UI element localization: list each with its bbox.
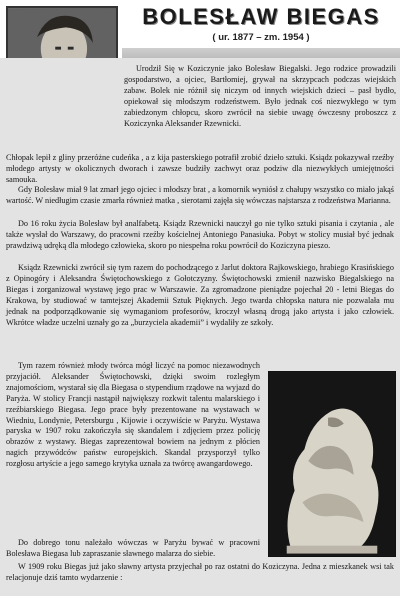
paragraph-krakow: Ksiądz Rzewnicki zwrócił się tym razem do pochodzącego z Jarlut doktora Rajkowskiego, hrabiego Krasińskiego z Opinogóry i Aleksandra Świętochowskiego z Gołotczyzny. Świętochowski zmienił nazwisko Biegalskiego na Biegas i zorganizował wystawę jego prac w Warszawie. Za zgromadzone pieniądze pojechał 20 - letni Biegas do Krakowa, by studiować w tamtejszej Akademii Sztuk Pięknych. Jego twarda chłopska natura nie pozwalała mu jednak na podporządkowanie się wymaganiom profesorów, kroczył własną drogą jako artysta i jako człowiek. Wkrótce władze uczelni uznały go za „burzyciela akademii” i wydaliły ze szkoły. <box>6 263 394 327</box>
paragraph-education: Do 16 roku życia Bolesław był analfabetą. Ksiądz Rzewnicki nauczył go nie tylko sztuki pisania i czytania , ale także wysłał do Warszawy, do pracowni rzeźby kościelnej Antoniego Panasiuka. Pobyt w stolicy musiał być jednak prawdziwą udręką dla młodego człowieka, skoro po niespełna roku powrócił do Koziczyna pieszo. <box>6 219 394 250</box>
sculpture-photo <box>268 371 396 557</box>
paragraph-birth: Urodził Się w Koziczynie jako Bolesław Biegalski. Jego rodzice prowadzili gospodarstwo, a ojciec, Bartłomiej, grywał na skrzypcach podczas wiejskich zabaw. Bolek nie różnił się niczym od innych wiejskich dzieci – pasł bydło, opiekował się młodszym rodzeństwem. Było jednak coś niezwykłego w tym zabiedzonym chłopcu, skoro zwrócił na siebie uwagę ówczesny proboszcz z Koziczynka Aleksander Rzewnicki. <box>124 64 396 128</box>
paragraph-clay: Chłopak lepił z gliny przeróżne cudeńka , a z kija pasterskiego potrafił zrobić dzieło sztuki. Ksiądz pokazywał rzeźby młodego artysty w okolicznych dworach i zawsze budziły zachwyt oraz podziw dla niezwykłych umiejętności samouka. <box>6 153 394 184</box>
paragraph-studio: Do dobrego tonu należało wówczas w Paryżu bywać w pracowni Bolesława Biegasa lub zapraszanie sławnego malarza do siebie. <box>6 538 260 558</box>
paragraph-orphan: Gdy Bolesław miał 9 lat zmarł jego ojciec i młodszy brat , a komornik wyniósł z chałupy wszystko co miało jakąś wartość. W niedługim czasie zmarła również matka , sierotami zajęła się wówczas najstarsza z rodzeństwa Marianna. <box>6 185 394 205</box>
header-divider <box>122 48 400 58</box>
paragraph-return: W 1909 roku Biegas już jako sławny artysta przyjechał po raz ostatni do Koziczyna. Jedna z mieszkanek wsi tak relacjonuje dziś tamto wydarzenie : <box>6 562 394 582</box>
header <box>122 0 400 54</box>
life-dates: ( ur. 1877 – zm. 1954 ) <box>212 32 310 43</box>
page-title: BOLESŁAW BIEGAS <box>142 4 380 29</box>
paragraph-paris: Tym razem również młody twórca mógł liczyć na pomoc niezawodnych przyjaciół. Aleksander Świętochowski, dzięki swoim rozległym znajomościom, wystarał się dla Biegasa o stypendium rządowe na wyjazd do Paryża. W stolicy Francji nastąpił największy rozkwit talentu malarskiego i rzeźbiarskiego Biegasa. Jego prace były prezentowane na wystawach w Wiedniu, Londynie, Petersburgu , Kijowie i oczywiście w Paryżu. Wystawa paryska w 1907 roku zakończyła się skandalem i zdjęciem przez policję obrazów z wystawy. Biegas zaprezentował bowiem na jednym z płócien nagich przywódców państw europejskich. Skandal przysporzył tylko rozgłosu artyście a jego samego krytyka uznała za twórcę awangardowego. <box>6 361 260 469</box>
